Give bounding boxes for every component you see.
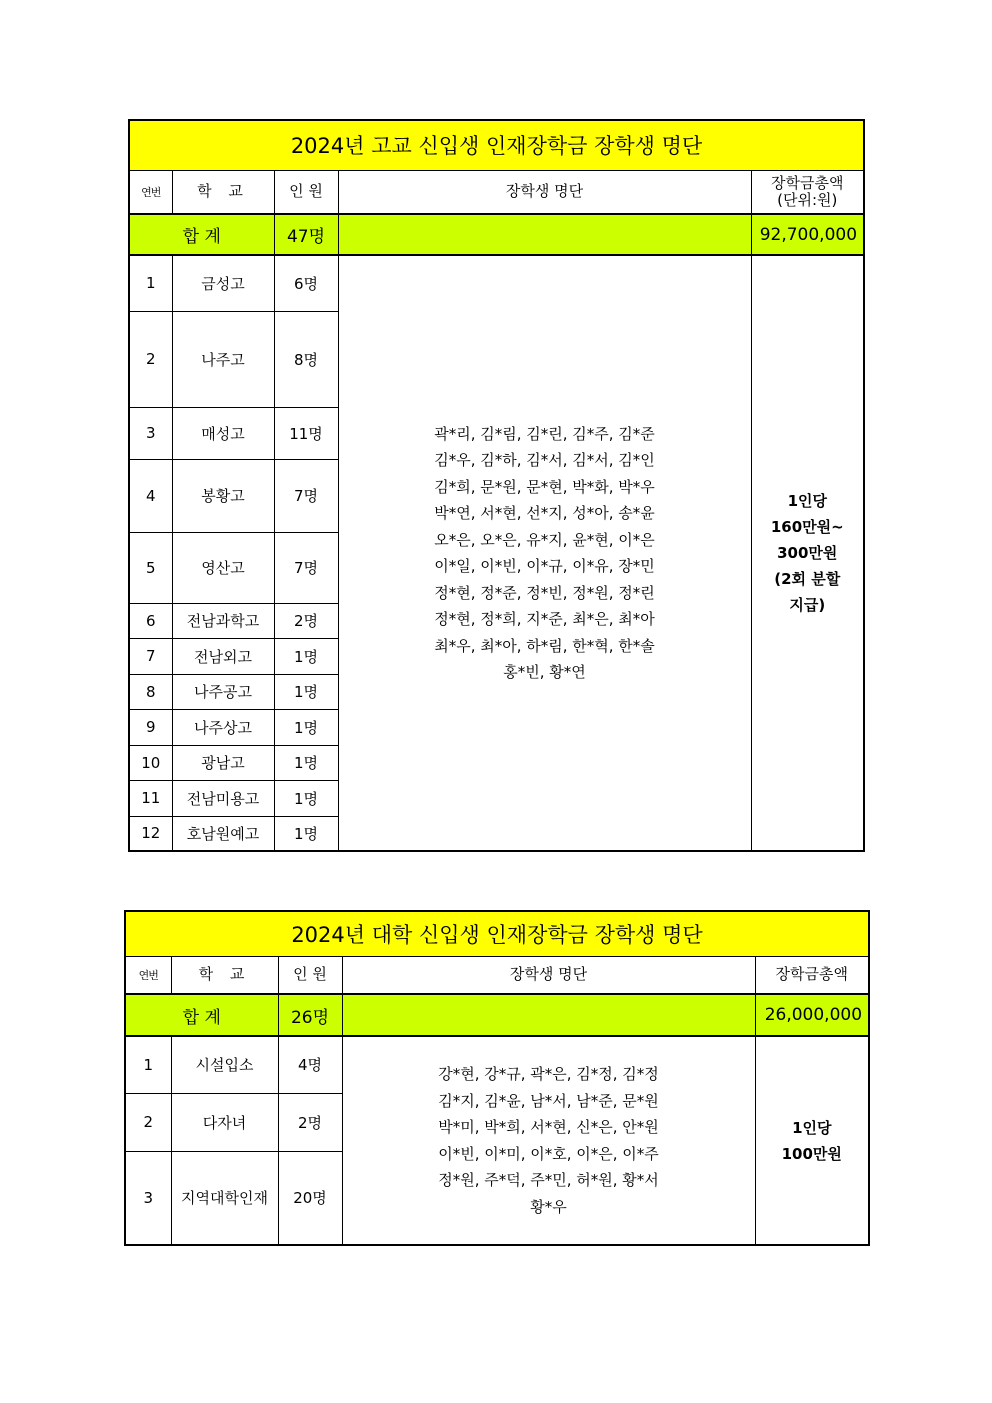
highschool-sum-row <box>129 214 864 255</box>
highschool-scholarship-table <box>128 119 865 852</box>
sum-label: 합 계 <box>129 214 274 255</box>
amount-line: 1인당 <box>787 492 827 510</box>
names-line: 정*현, 정*희, 지*준, 최*은, 최*아 <box>434 610 655 628</box>
row-school: 매성고 <box>172 407 274 459</box>
university-scholarship-table <box>124 910 870 1246</box>
row-count: 20명 <box>278 1151 342 1245</box>
header-total: 장학금총액 <box>755 956 869 994</box>
row-count: 11명 <box>274 407 338 459</box>
sum-amount: 92,700,000 <box>751 214 864 255</box>
table-row <box>125 1036 869 1093</box>
names-line: 김*우, 김*하, 김*서, 김*서, 김*인 <box>434 451 655 469</box>
header-total <box>751 170 864 214</box>
header-count: 인 원 <box>278 956 342 994</box>
row-no: 12 <box>129 816 172 851</box>
row-no: 7 <box>129 638 172 674</box>
highschool-header-row <box>129 170 864 214</box>
amount-line: 300만원 <box>777 544 838 562</box>
university-header-row <box>125 956 869 994</box>
table-row <box>129 255 864 311</box>
names-line: 박*미, 박*희, 서*현, 신*은, 안*원 <box>438 1118 659 1136</box>
row-count: 1명 <box>274 638 338 674</box>
header-school: 학 교 <box>172 170 274 214</box>
row-count: 1명 <box>274 745 338 780</box>
row-no: 10 <box>129 745 172 780</box>
names-line: 곽*리, 김*림, 김*린, 김*주, 김*준 <box>434 424 655 443</box>
row-count: 1명 <box>274 780 338 816</box>
row-school: 시설입소 <box>171 1036 278 1093</box>
row-no: 8 <box>129 674 172 709</box>
sum-count: 47명 <box>274 214 338 255</box>
header-names: 장학생 명단 <box>338 170 751 214</box>
row-count: 7명 <box>274 532 338 603</box>
sum-names-empty <box>342 994 755 1036</box>
row-no: 1 <box>125 1036 171 1093</box>
header-count: 인 원 <box>274 170 338 214</box>
row-school: 봉황고 <box>172 459 274 532</box>
row-school: 전남과학고 <box>172 603 274 638</box>
names-line: 김*희, 문*원, 문*현, 박*화, 박*우 <box>434 477 655 496</box>
sum-amount: 26,000,000 <box>755 994 869 1036</box>
header-no: 연번 <box>125 956 171 994</box>
row-count: 1명 <box>274 674 338 709</box>
university-amount-cell <box>755 1036 869 1245</box>
row-count: 8명 <box>274 311 338 407</box>
names-line: 이*일, 이*빈, 이*규, 이*유, 장*민 <box>434 557 655 575</box>
row-count: 2명 <box>278 1093 342 1151</box>
amount-line: 100만원 <box>781 1144 842 1163</box>
row-count: 1명 <box>274 816 338 851</box>
row-no: 3 <box>125 1151 171 1245</box>
sum-count: 26명 <box>278 994 342 1036</box>
row-no: 3 <box>129 407 172 459</box>
row-school: 광남고 <box>172 745 274 780</box>
names-line: 박*연, 서*현, 선*지, 성*아, 송*윤 <box>434 504 655 522</box>
highschool-table-title: 2024년 고교 신입생 인재장학금 장학생 명단 <box>129 120 864 170</box>
university-names-cell <box>342 1036 755 1245</box>
header-names: 장학생 명단 <box>342 956 755 994</box>
sum-label: 합 계 <box>125 994 278 1036</box>
row-no: 2 <box>125 1093 171 1151</box>
header-total-line1: 장학금총액 <box>771 173 844 192</box>
header-school: 학 교 <box>171 956 278 994</box>
row-no: 6 <box>129 603 172 638</box>
names-line: 황*우 <box>530 1197 567 1216</box>
names-line: 이*빈, 이*미, 이*호, 이*은, 이*주 <box>438 1144 659 1163</box>
row-no: 9 <box>129 709 172 745</box>
row-no: 5 <box>129 532 172 603</box>
row-school: 다자녀 <box>171 1093 278 1151</box>
amount-line: (2회 분할 <box>774 570 841 588</box>
row-school: 호남원예고 <box>172 816 274 851</box>
row-count: 7명 <box>274 459 338 532</box>
university-sum-row <box>125 994 869 1036</box>
row-count: 2명 <box>274 603 338 638</box>
names-line: 김*지, 김*윤, 남*서, 남*준, 문*원 <box>438 1091 659 1110</box>
row-school: 전남외고 <box>172 638 274 674</box>
header-total-line2: (단위:원) <box>777 190 838 209</box>
row-no: 1 <box>129 255 172 311</box>
row-no: 4 <box>129 459 172 532</box>
amount-line: 지급) <box>789 596 826 614</box>
row-school: 전남미용고 <box>172 780 274 816</box>
row-school: 나주상고 <box>172 709 274 745</box>
highschool-amount-cell <box>751 255 864 851</box>
row-school: 나주고 <box>172 311 274 407</box>
names-line: 정*원, 주*덕, 주*민, 허*원, 황*서 <box>438 1171 659 1189</box>
names-line: 오*은, 오*은, 유*지, 윤*현, 이*은 <box>434 530 655 549</box>
university-table-title: 2024년 대학 신입생 인재장학금 장학생 명단 <box>125 911 869 956</box>
names-line: 최*우, 최*아, 하*림, 한*혁, 한*솔 <box>434 636 655 655</box>
amount-line: 1인당 <box>792 1118 832 1137</box>
row-count: 6명 <box>274 255 338 311</box>
amount-line: 160만원~ <box>770 518 844 536</box>
row-school: 영산고 <box>172 532 274 603</box>
names-line: 강*현, 강*규, 곽*은, 김*정, 김*정 <box>438 1065 659 1083</box>
row-count: 1명 <box>274 709 338 745</box>
row-no: 2 <box>129 311 172 407</box>
row-school: 지역대학인재 <box>171 1151 278 1245</box>
names-line: 홍*빈, 황*연 <box>503 663 586 681</box>
header-no: 연번 <box>129 170 172 214</box>
row-school: 금성고 <box>172 255 274 311</box>
names-line: 정*현, 정*준, 정*빈, 정*원, 정*린 <box>434 583 655 602</box>
sum-names-empty <box>338 214 751 255</box>
highschool-names-cell <box>338 255 751 851</box>
row-count: 4명 <box>278 1036 342 1093</box>
row-no: 11 <box>129 780 172 816</box>
row-school: 나주공고 <box>172 674 274 709</box>
